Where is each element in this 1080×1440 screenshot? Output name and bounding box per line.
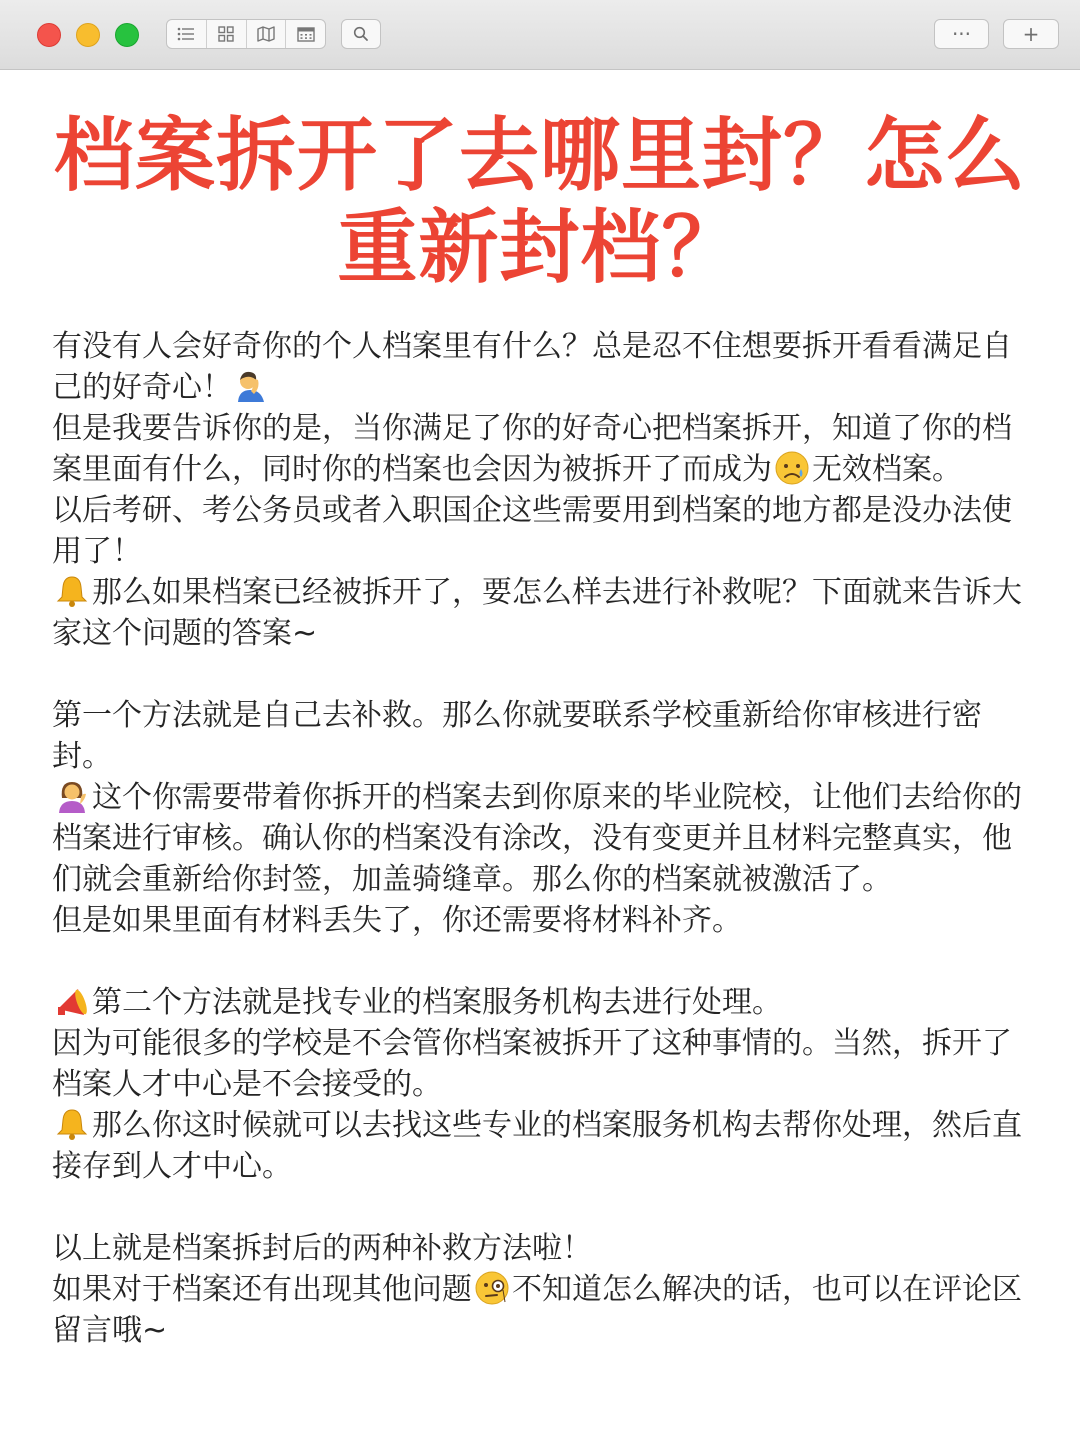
grid-view-button[interactable] <box>207 20 247 48</box>
sad-relieved-face-icon <box>774 450 810 486</box>
bell-icon <box>54 573 90 609</box>
paragraph-text: 无效档案。 <box>812 452 962 487</box>
paragraph-text: 以上就是档案拆封后的两种补救方法啦！ <box>52 1231 592 1266</box>
map-view-button[interactable] <box>247 20 287 48</box>
paragraph <box>52 900 1032 941</box>
paragraph-text: 但是如果里面有材料丢失了，你还需要将材料补齐。 <box>52 903 742 938</box>
note-content <box>0 70 1080 1440</box>
person-facepalming-icon <box>234 368 270 404</box>
paragraph-spacer <box>52 654 1032 695</box>
grid-icon <box>217 25 235 43</box>
paragraph-text: 这个你需要带着你拆开的档案去到你原来的毕业院校，让他们去给你的档案进行审核。确认你的档案没有涂改，没有变更并且材料完整真实，他们就会重新给你封签，加盖骑缝章。那么你的档案就被激活了。 <box>52 780 1022 897</box>
paragraph <box>52 777 1032 900</box>
paragraph <box>52 490 1032 572</box>
map-icon <box>256 25 276 43</box>
article-title <box>40 110 1040 294</box>
paragraph <box>52 982 1032 1023</box>
paragraph <box>52 572 1032 654</box>
paragraph-spacer <box>52 1187 1032 1228</box>
paragraph-text: 但是我要告诉你的是，当你满足了你的好奇心把档案拆开，知道了你的档案里面有什么，同时你的档案也会因为被拆开了而成为 <box>52 411 1012 487</box>
face-with-monocle-icon <box>474 1270 510 1306</box>
paragraph <box>52 1105 1032 1187</box>
paragraph-text: 那么如果档案已经被拆开了，要怎么样去进行补救呢？下面就来告诉大家这个问题的答案~ <box>52 575 1022 651</box>
paragraph-text: 如果对于档案还有出现其他问题 <box>52 1272 472 1307</box>
paragraph-text: 以后考研、考公务员或者入职国企这些需要用到档案的地方都是没办法使用了！ <box>52 493 1012 569</box>
paragraph-text: 有没有人会好奇你的个人档案里有什么？总是忍不住想要拆开看看满足自己的好奇心！ <box>52 329 1012 405</box>
view-mode-group <box>166 19 326 49</box>
more-label: ··· <box>951 22 972 46</box>
paragraph <box>52 1269 1032 1351</box>
search-button[interactable] <box>341 19 381 49</box>
paragraph-text: 那么你这时候就可以去找这些专业的档案服务机构去帮你处理，然后直接存到人才中心。 <box>52 1108 1022 1184</box>
title-line-1: 档案拆开了去哪里封？怎么 <box>54 109 1026 202</box>
more-options-button[interactable] <box>934 19 989 49</box>
megaphone-icon <box>54 983 90 1019</box>
article-body <box>52 326 1032 1351</box>
search-icon <box>352 25 370 43</box>
paragraph <box>52 1228 1032 1269</box>
add-button[interactable] <box>1003 19 1059 49</box>
paragraph-spacer <box>52 941 1032 982</box>
window-toolbar <box>0 0 1080 70</box>
calendar-view-button[interactable] <box>286 20 325 48</box>
list-view-button[interactable] <box>167 20 207 48</box>
title-line-2: 重新封档？ <box>337 201 743 294</box>
paragraph <box>52 408 1032 490</box>
person-tipping-hand-icon <box>54 778 90 814</box>
add-label: + <box>1022 22 1040 46</box>
paragraph-text: 因为可能很多的学校是不会管你档案被拆开了这种事情的。当然，拆开了档案人才中心是不会接受的。 <box>52 1026 1012 1102</box>
calendar-icon <box>296 25 316 43</box>
paragraph-text: 第二个方法就是找专业的档案服务机构去进行处理。 <box>92 985 782 1020</box>
close-window-button[interactable] <box>37 23 61 47</box>
bell-icon <box>54 1106 90 1142</box>
paragraph <box>52 326 1032 408</box>
minimize-window-button[interactable] <box>76 23 100 47</box>
paragraph-text: 第一个方法就是自己去补救。那么你就要联系学校重新给你审核进行密封。 <box>52 698 982 774</box>
list-icon <box>176 26 196 42</box>
paragraph <box>52 1023 1032 1105</box>
paragraph <box>52 695 1032 777</box>
paragraph-text: 不知道怎么解决的话，也可以在评论区留言哦~ <box>52 1272 1022 1348</box>
zoom-window-button[interactable] <box>115 23 139 47</box>
